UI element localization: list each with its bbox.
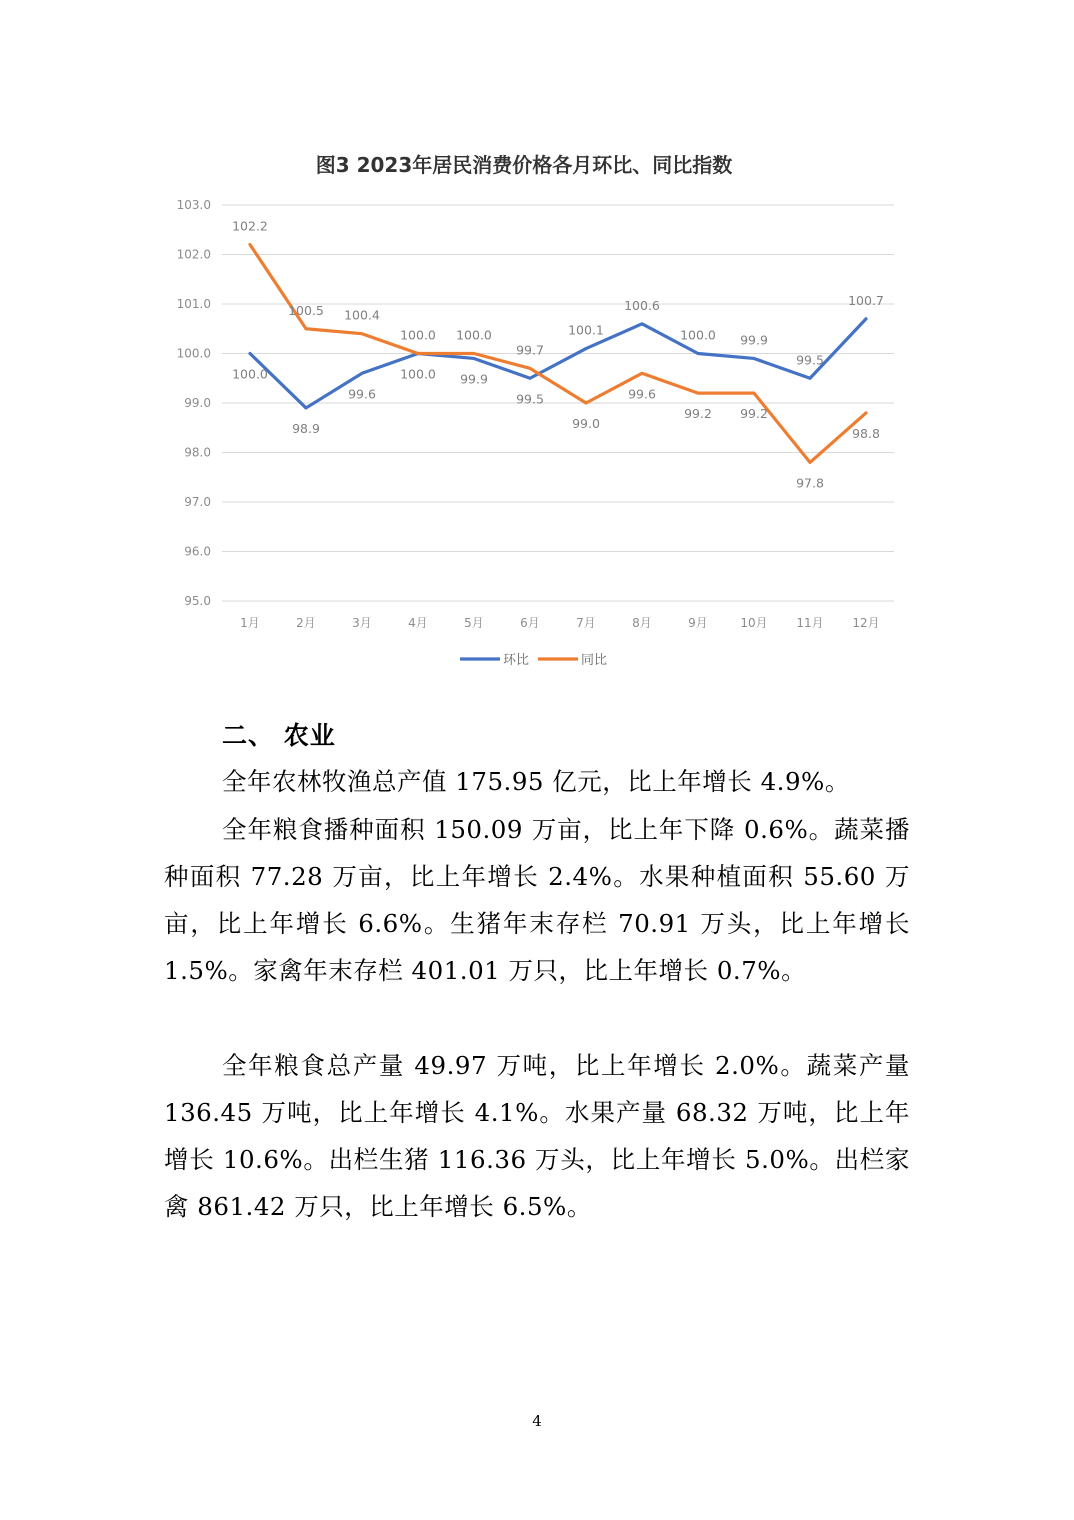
data-label-mom: 99.9 <box>740 332 768 348</box>
data-label-yoy: 102.2 <box>232 218 268 234</box>
x-tick-label: 1月 <box>240 616 260 630</box>
y-axis-ticks <box>177 198 211 608</box>
chart-title: 图3 2023年居民消费价格各月环比、同比指数 <box>315 153 733 177</box>
paragraph-1: 全年农林牧渔总产值 175.95 亿元，比上年增长 4.9%。 <box>222 767 850 796</box>
y-tick-label: 103.0 <box>176 198 211 212</box>
data-label-yoy: 99.0 <box>572 416 600 431</box>
data-label-yoy: 100.0 <box>456 327 492 343</box>
x-tick-label: 10月 <box>740 616 768 630</box>
x-tick-label: 11月 <box>796 616 824 630</box>
paragraph-2: 全年粮食播种面积 150.09 万亩，比上年下降 0.6%。蔬菜播种面积 77.28 万亩，比上年增长 2.4%。水果种植面积 55.60 万亩，比上年增长 6.6%。生猪年末存栏 70.91 万头，比上年增长 1.5%。家禽年末存栏 401.01 万只，比上年增长 0.7%。 <box>164 815 910 985</box>
y-tick-label: 100.0 <box>176 346 211 361</box>
x-tick-label: 2月 <box>296 616 316 630</box>
data-label-yoy: 100.0 <box>400 327 436 343</box>
data-label-yoy: 99.7 <box>516 342 544 358</box>
cpi-line-chart <box>150 140 910 680</box>
x-tick-label: 5月 <box>464 616 484 630</box>
data-label-mom: 100.7 <box>848 292 884 308</box>
data-label-yoy: 100.4 <box>344 307 380 323</box>
data-labels <box>232 219 884 491</box>
data-label-mom: 100.0 <box>232 366 268 382</box>
x-tick-label: 8月 <box>632 616 652 630</box>
data-label-yoy: 99.2 <box>740 406 768 422</box>
y-tick-label: 101.0 <box>176 297 211 311</box>
section-heading-agriculture: 二、 农业 <box>222 721 336 750</box>
data-label-mom: 100.0 <box>400 366 436 382</box>
data-label-yoy: 97.8 <box>796 475 824 491</box>
paragraph-3: 全年粮食总产量 49.97 万吨，比上年增长 2.0%。蔬菜产量 136.45 万吨，比上年增长 4.1%。水果产量 68.32 万吨，比上年增长 10.6%。出栏生猪 116.36 万头，比上年增长 5.0%。出栏家禽 861.42 万只，比上年增长 6.5%。 <box>164 1051 910 1221</box>
x-tick-label: 6月 <box>520 616 540 630</box>
x-tick-label: 9月 <box>688 616 708 630</box>
grid-lines <box>222 205 894 601</box>
data-label-yoy: 99.6 <box>628 386 656 402</box>
data-label-mom: 99.6 <box>348 386 376 402</box>
data-label-mom: 99.9 <box>460 371 488 387</box>
y-tick-label: 102.0 <box>176 247 211 262</box>
data-label-mom: 100.0 <box>680 327 716 343</box>
x-tick-label: 4月 <box>408 616 428 630</box>
data-label-yoy: 100.5 <box>288 302 324 318</box>
page-number: 4 <box>532 1412 542 1430</box>
x-tick-label: 7月 <box>576 616 596 630</box>
y-tick-label: 99.0 <box>184 396 211 410</box>
data-label-yoy: 99.2 <box>684 406 712 422</box>
y-tick-label: 98.0 <box>184 445 211 460</box>
y-tick-label: 95.0 <box>184 594 211 608</box>
y-tick-label: 96.0 <box>184 544 211 559</box>
x-tick-label: 3月 <box>352 616 372 630</box>
legend-label: 环比 <box>503 653 530 668</box>
data-label-mom: 100.6 <box>624 297 660 313</box>
y-tick-label: 97.0 <box>184 495 211 509</box>
chart-legend <box>460 653 607 668</box>
data-label-mom: 98.9 <box>292 420 320 436</box>
legend-label: 同比 <box>581 653 608 668</box>
data-label-mom: 99.5 <box>516 391 544 407</box>
x-axis-ticks <box>240 616 879 630</box>
data-label-mom: 100.1 <box>568 322 604 338</box>
x-tick-label: 12月 <box>852 616 880 630</box>
data-label-mom: 99.5 <box>796 352 824 368</box>
data-label-yoy: 98.8 <box>852 425 880 441</box>
